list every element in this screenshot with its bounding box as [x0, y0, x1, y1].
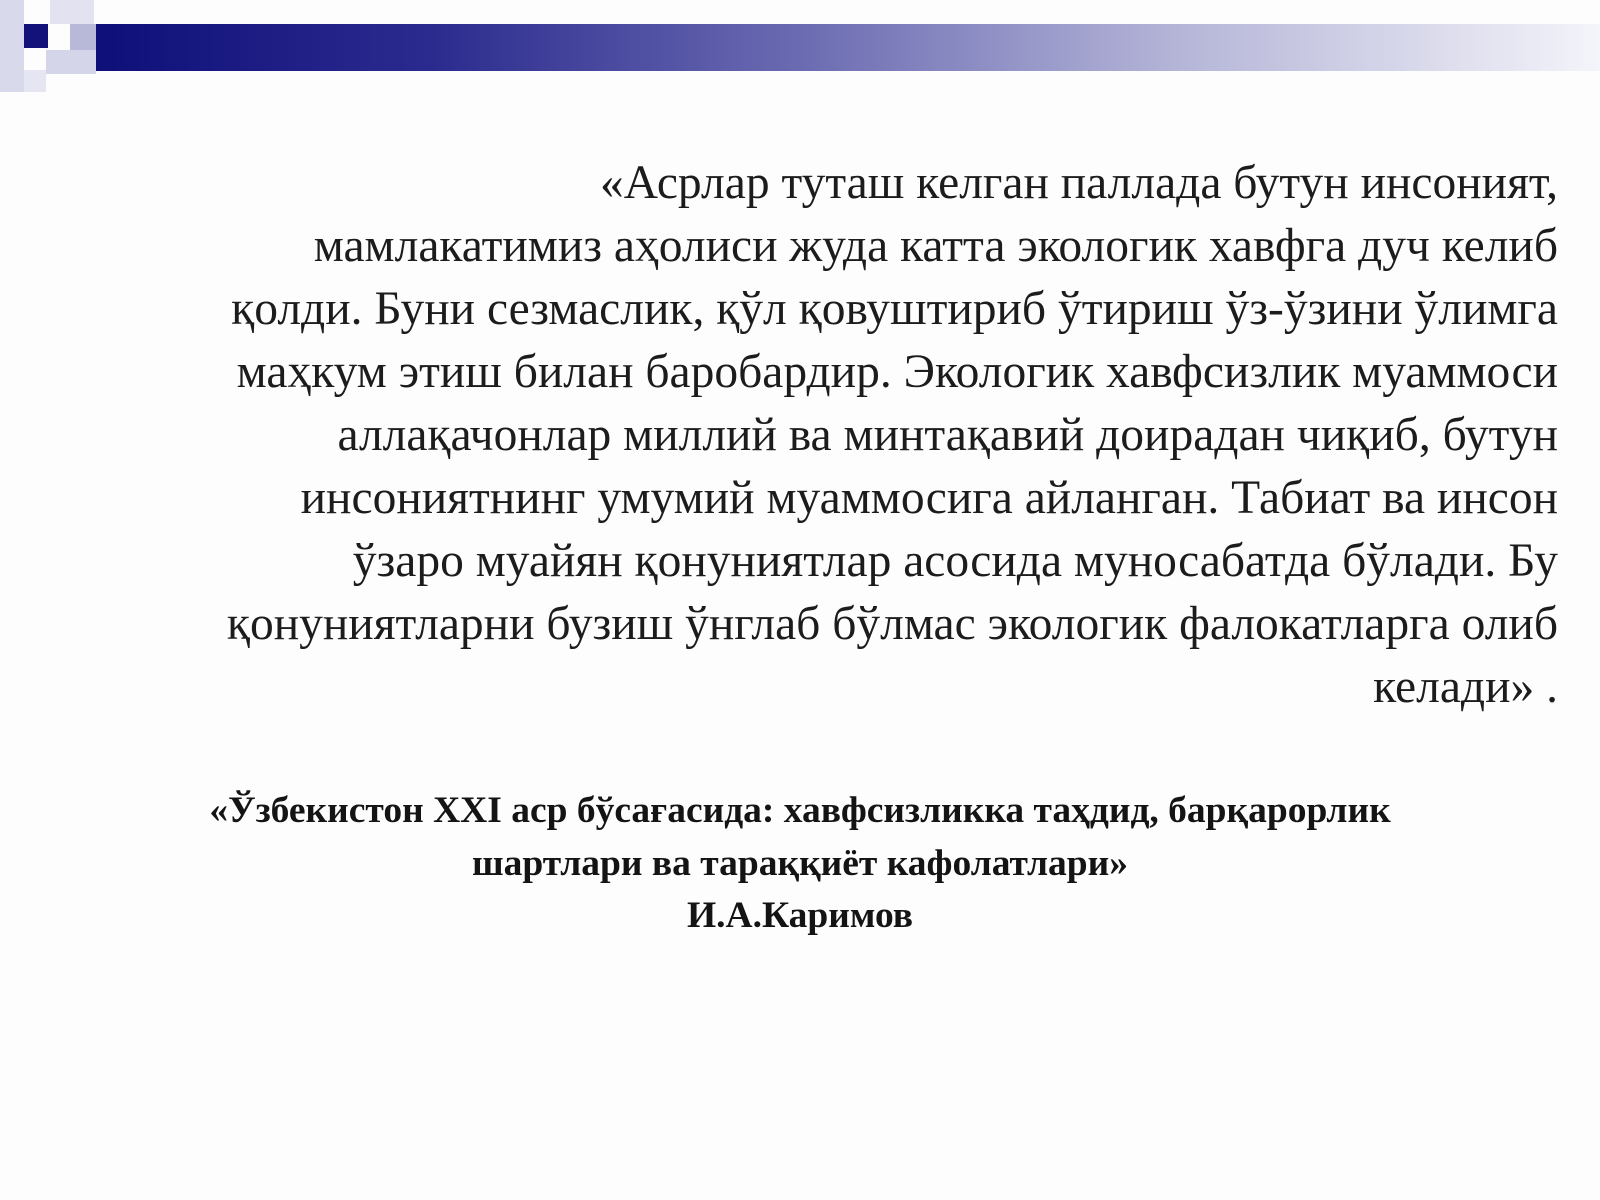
header-gradient-bar: [96, 24, 1600, 71]
header-square: [50, 0, 94, 24]
quote-line: «Асрлар туташ келган паллада бутун инсоният,: [599, 157, 1558, 209]
source-title-line: «Ўзбекистон XXI аср бўсағасида: хавфсизликка таҳдид, барқарорлик: [209, 790, 1391, 831]
quote-line: қолди. Буни сезмаслик, қўл қовуштириб ўтириш ўз-ўзини ўлимга: [231, 283, 1558, 335]
quote-line: маҳкум этиш билан баробардир. Экологик хавфсизлик муаммоси: [236, 346, 1558, 398]
header-square: [0, 0, 24, 92]
header-square: [70, 24, 96, 50]
header-square-accent: [24, 24, 48, 48]
quote-line: инсониятнинг умумий муаммосига айланган. Табиат ва инсон: [300, 472, 1558, 524]
quote-source: [0, 785, 1600, 943]
source-author: И.А.Каримов: [686, 895, 914, 936]
quote-text: [40, 152, 1558, 719]
source-title-line: шартлари ва тараққиёт кафолатлари»: [471, 842, 1129, 884]
quote-line: аллақачонлар миллий ва минтақавий доирадан чиқиб, бутун: [337, 409, 1558, 461]
quote-line: келади» .: [1373, 661, 1558, 713]
quote-line: қонуниятларни бузиш ўнглаб бўлмас экологик фалокатларга олиб: [226, 598, 1558, 650]
quote-line: ўзаро муайян қонуниятлар асосида муносабатда бўлади. Бу: [352, 535, 1558, 587]
quote-line: мамлакатимиз аҳолиси жуда катта экологик хавфга дуч келиб: [313, 220, 1558, 272]
header-square: [24, 70, 46, 92]
header-square: [46, 50, 96, 74]
